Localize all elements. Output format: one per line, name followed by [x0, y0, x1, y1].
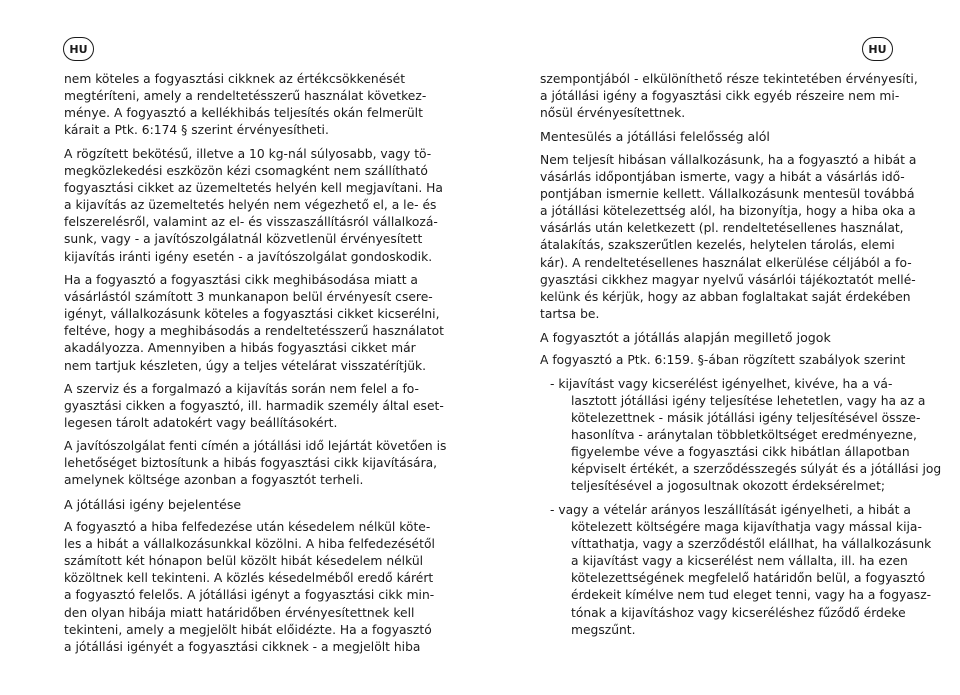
text-line: szempontjából - elkülöníthető része tekintetében érvényesíti,: [540, 72, 918, 86]
paragraph: [64, 438, 447, 489]
text-line: Nem teljesít hibásan vállalkozásunk, ha a fogyasztó a hibát a: [540, 152, 917, 167]
left-column: [64, 71, 447, 656]
text-line: gyasztási cikkhez magyar nyelvű vásárlói tájékoztatót mellé-: [540, 272, 916, 287]
text-line: - kijavítást vagy kicserélést igényelhet, kivéve, ha a vá-: [550, 376, 893, 391]
text-line: A jótállási igény bejelentése: [64, 496, 242, 512]
text-line: akadályozza. Amennyiben a hibás fogyasztási cikket már: [64, 341, 416, 356]
text-line: hasonlítva - aránytalan többletköltséget eredményezne,: [571, 427, 917, 442]
text-line: víttathatja, vagy a szerződéstől elállhat, ha vállalkozásunk: [571, 536, 932, 551]
text-line: vásárlás időpontjában ismerte, vagy a hibát a vásárlás idő-: [540, 169, 905, 184]
text-line: kötelezettnek - másik jótállási igény teljesítésével össze-: [571, 410, 921, 425]
text-line: lasztott jótállási igény teljesítése lehetetlen, vagy ha az a: [571, 393, 926, 408]
text-line: kár). A rendeltetésellenes használat elkerülése céljából a fo-: [540, 255, 912, 270]
text-line: den olyan hibája miatt határidőben érvényesítettnek kell: [64, 605, 415, 620]
text-line: igényt, vállalkozásunk köteles a fogyasztási cikket kicserélni,: [64, 307, 440, 322]
text-line: a fogyasztó felelős. A jótállási igényt a fogyasztási cikk min-: [64, 588, 435, 603]
paragraph: [64, 272, 444, 375]
language-badge-left: HU: [63, 37, 94, 61]
text-line: les a hibát a vállalkozásunkkal közölni. A hiba felfedezésétől: [64, 536, 435, 551]
section-heading: [540, 128, 902, 145]
section-heading: [540, 329, 902, 346]
text-line: kárait a Ptk. 6:174 § szerint érvényesítheti.: [64, 123, 329, 138]
text-line: pontjában ismernie kellett. Vállalkozásunk mentesül továbbá: [540, 186, 915, 201]
paragraph: [540, 152, 917, 324]
language-badge-right: HU: [862, 37, 893, 61]
text-line: a jótállási igényét a fogyasztási cikknek - a megjelölt hiba: [64, 639, 421, 654]
text-line: átalakítás, szakszerűtlen kezelés, helytelen tárolás, elemi: [540, 238, 895, 253]
text-line: feltéve, hogy a meghibásodás a rendeltetésszerű használatot: [64, 324, 444, 339]
text-line: nem köteles a fogyasztási cikknek az értékcsökkenését: [64, 72, 406, 86]
text-line: amelynek költsége azonban a fogyasztót terheli.: [64, 473, 364, 488]
paragraph: [64, 71, 429, 140]
bullet-item: [540, 376, 942, 496]
paragraph: [540, 71, 918, 122]
text-line: képviselt értékét, a szerződésszegés súlyát és a jótállási jog: [571, 462, 942, 477]
paragraph: [64, 519, 435, 656]
text-line: A fogyasztó a hiba felfedezése után késedelem nélkül köte-: [64, 519, 431, 534]
text-line: számított két hónapon belül közölt hibát késedelem nélkül: [64, 554, 424, 569]
text-line: megtéríteni, amely a rendeltetésszerű használat következ-: [64, 89, 427, 104]
text-line: nősül érvényesítettnek.: [540, 106, 686, 121]
text-line: A javítószolgálat fenti címén a jótállási idő lejártát követően is: [64, 439, 447, 454]
text-line: A szerviz és a forgalmazó a kijavítás során nem felel a fo-: [64, 381, 419, 396]
text-line: Ha a fogyasztó a fogyasztási cikk meghibásodása miatt a: [64, 272, 418, 287]
text-line: kötelezettségének megfelelő határidőn belül, a fogyasztó: [571, 571, 926, 586]
text-line: figyelembe véve a fogyasztási cikk hibátlan állapotban: [571, 445, 910, 460]
paragraph: [64, 381, 444, 432]
text-line: kötelezett költségére maga kijavíthatja vagy mással kija-: [571, 519, 922, 534]
text-line: gyasztási cikken a fogyasztó, ill. harmadik személy által eset-: [64, 398, 444, 413]
paragraph: [64, 146, 443, 266]
text-line: vásárlás után keletkezett (pl. rendeltetésellenes használat,: [540, 221, 904, 236]
text-line: teljesítésével a jogosultnak okozott érdeksérelmet;: [571, 479, 886, 494]
text-line: a jótállási kötelezettség alól, ha bizonyítja, hogy a hiba oka a: [540, 204, 916, 219]
text-line: közöltnek kell tekinteni. A közlés késedelméből eredő kárért: [64, 571, 434, 586]
right-column: [540, 71, 942, 639]
text-line: megszűnt.: [571, 622, 636, 637]
text-line: érdekeit kímélve nem tud eleget tenni, vagy ha a fogyasz-: [571, 588, 932, 603]
text-line: a kijavítást vagy a kicserélést nem vállalta, ill. ha ezen: [571, 554, 908, 569]
text-line: sunk, vagy - a javítószolgálatnál közvetlenül érvényesített: [64, 232, 423, 247]
text-line: vásárlástól számított 3 munkanapon belül érvényesít csere-: [64, 289, 433, 304]
text-line: A fogyasztót a jótállás alapján megillető jogok: [540, 330, 831, 346]
text-line: a kijavítás az üzemeltetés helyén nem végezhető el, a le- és: [64, 198, 437, 213]
text-line: lehetőséget biztosítunk a hibás fogyasztási cikk kijavítására,: [64, 456, 438, 471]
section-heading: [64, 496, 429, 513]
bullet-item: [540, 502, 932, 639]
text-line: fogyasztási cikket az üzemeltetés helyén kell megjavítani. Ha: [64, 180, 443, 195]
text-line: - vagy a vételár arányos leszállítását igényelheti, a hibát a: [550, 502, 911, 517]
text-line: A fogyasztó a Ptk. 6:159. §-ában rögzített szabályok szerint: [540, 353, 906, 368]
paragraph: [540, 352, 906, 369]
text-line: legesen tárolt adatokért vagy beállításokért.: [64, 415, 338, 430]
text-line: tartsa be.: [540, 307, 600, 322]
text-line: ménye. A fogyasztó a kellékhibás teljesítés okán felmerült: [64, 106, 423, 121]
text-line: tónak a kijavításhoz vagy kicseréléshez fűződő érdeke: [571, 605, 906, 620]
text-line: A rögzített bekötésű, illetve a 10 kg-nál súlyosabb, vagy tö-: [64, 146, 432, 161]
text-line: kijavítás iránti igény esetén - a javítószolgálat gondoskodik.: [64, 249, 433, 264]
text-line: megközlekedési eszközön kézi csomagként nem szállítható: [64, 163, 428, 178]
text-line: tekinteni, amely a megjelölt hibát előidézte. Ha a fogyasztó: [64, 622, 432, 637]
text-line: nem tartjuk készleten, úgy a teljes vételárat visszatérítjük.: [64, 358, 427, 373]
text-line: kelünk és kérjük, hogy az abban foglaltakat saját érdekében: [540, 289, 911, 304]
text-line: Mentesülés a jótállási felelősség alól: [540, 129, 770, 145]
text-line: a jótállási igény a fogyasztási cikk egyéb részeire nem mi-: [540, 89, 900, 104]
text-line: felszerelésről, valamint az el- és visszaszállításról vállalkozá-: [64, 215, 438, 230]
